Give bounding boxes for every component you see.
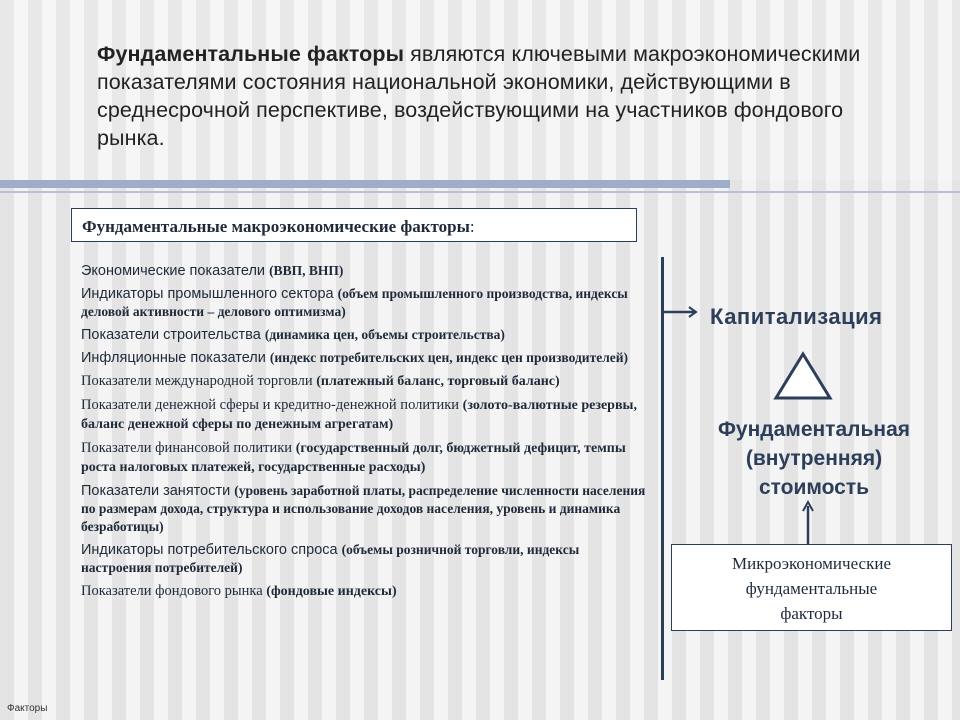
factor-item	[81, 262, 651, 280]
intro-rest: являются ключевыми макроэкономическими показателями состояния национальной экономики, действующими в среднесрочной перспективе, воздействующими на участников фондового рынка.	[97, 42, 861, 150]
intro-bold: Фундаментальные факторы	[97, 42, 405, 66]
factor-item	[81, 285, 651, 321]
factor-detail: (фондовые индексы)	[266, 584, 397, 599]
divider-bar	[0, 180, 730, 188]
capitalization-label: Капитализация	[710, 304, 883, 329]
factor-detail: (государственный долг, бюджетный дефицит, темпы роста налоговых платежей, государственные расходы)	[81, 441, 626, 475]
intro-paragraph	[97, 40, 877, 152]
fundamental-value-line3: стоимость	[758, 476, 870, 499]
macro-factors-box	[71, 208, 637, 242]
arrow-up-icon	[801, 500, 815, 544]
factor-text: Показатели фондового рынка	[81, 583, 267, 599]
delta-triangle-icon	[772, 350, 834, 402]
factor-list	[81, 262, 651, 606]
factor-text: Индикаторы потребительского спроса	[81, 542, 342, 558]
factor-item	[81, 582, 651, 601]
fundamental-value-label	[680, 415, 948, 502]
factor-item	[81, 326, 651, 344]
arrow-right-icon	[664, 305, 700, 319]
factor-text: Экономические показатели	[81, 263, 270, 279]
factor-detail: (индекс потребительских цен, индекс цен производителей)	[269, 350, 629, 365]
factor-text: Показатели занятости	[81, 483, 235, 499]
footer-label: Факторы	[7, 703, 48, 714]
micro-box-line2: фундаментальные	[745, 579, 878, 598]
micro-box-line1: Микроэкономические	[732, 554, 891, 573]
factor-detail: (объем промышленного производства, индексы деловой активности – делового оптимизма)	[81, 286, 628, 319]
factor-item	[81, 439, 651, 477]
factor-item	[81, 482, 651, 536]
factor-text: Показатели международной торговли	[81, 373, 317, 389]
factor-item	[81, 396, 651, 434]
macro-box-title: Фундаментальные макроэкономические факторы	[82, 217, 470, 236]
fundamental-value-line1: Фундаментальная	[717, 418, 911, 441]
factor-text: Индикаторы промышленного сектора	[81, 286, 338, 302]
divider-thin	[0, 191, 960, 193]
micro-box-line3: факторы	[780, 604, 843, 623]
factor-detail: (платежный баланс, торговый баланс)	[316, 374, 560, 389]
factor-text: Инфляционные показатели	[81, 350, 270, 366]
factor-detail: (уровень заработной платы, распределение численности населения по размерам дохода, структура и использование доходов населения, уровень и динамика безработицы)	[81, 483, 646, 534]
micro-factors-box	[671, 544, 952, 631]
vertical-connector-line	[661, 257, 664, 680]
factor-detail: (золото-валютные резервы, баланс денежной сферы по денежным агрегатам)	[81, 398, 637, 432]
factor-text: Показатели финансовой политики	[81, 440, 296, 456]
factor-item	[81, 541, 651, 577]
factor-detail: (динамика цен, объемы строительства)	[264, 327, 505, 342]
factor-text: Показатели строительства	[81, 327, 265, 343]
factor-detail: (объемы розничной торговли, индексы настроения потребителей)	[81, 542, 580, 575]
fundamental-value-line2: (внутренняя)	[745, 447, 883, 470]
factor-item	[81, 349, 651, 367]
factor-detail: (ВВП, ВНП)	[269, 263, 344, 278]
factor-item	[81, 372, 651, 391]
macro-box-colon: :	[469, 217, 475, 236]
factor-text: Показатели денежной сферы и кредитно-денежной политики	[81, 397, 463, 413]
